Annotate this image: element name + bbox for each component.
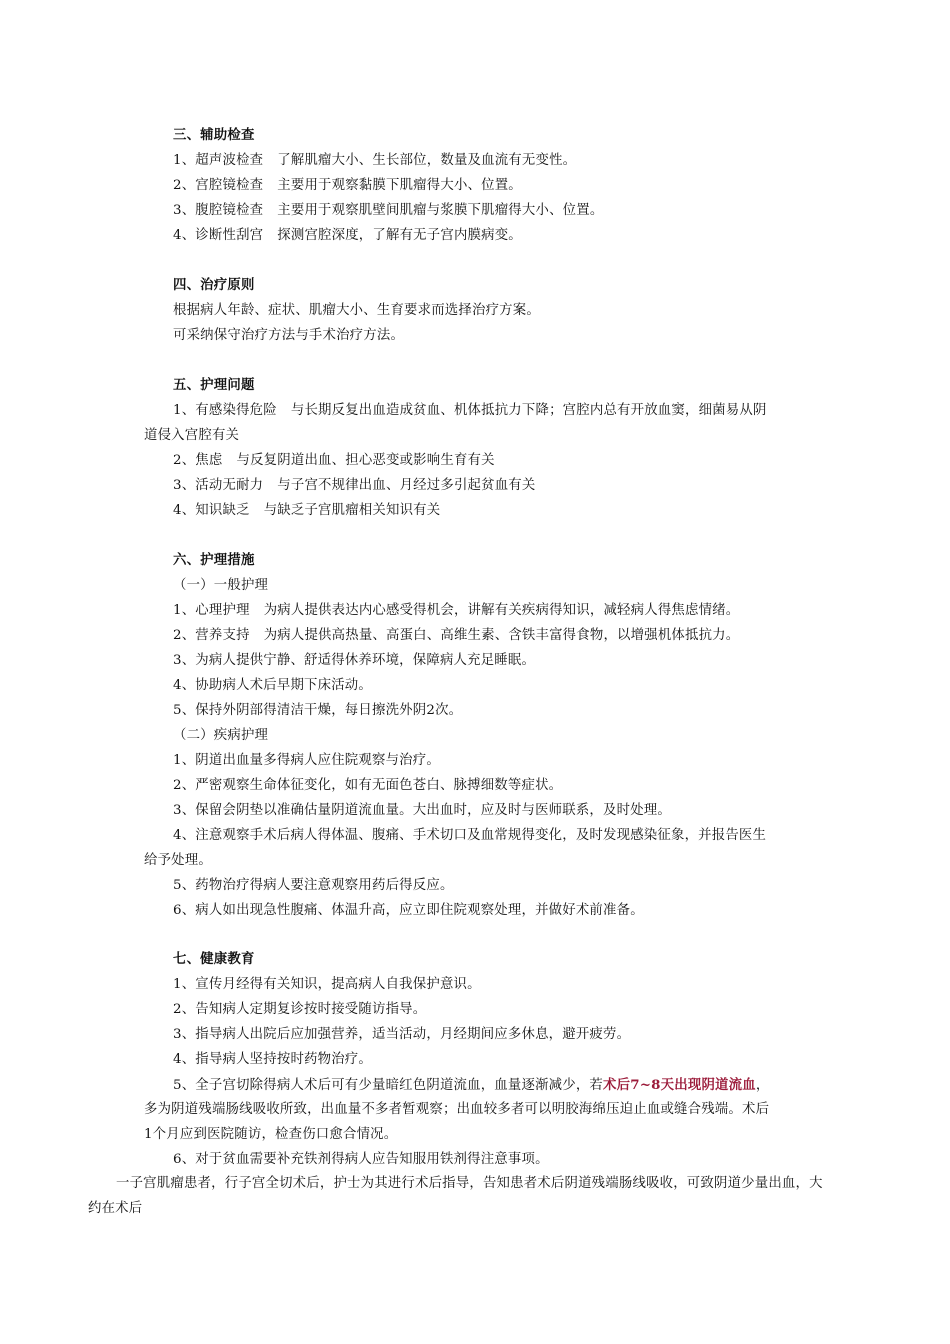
disease-care-item-3: 3、保留会阴垫以准确估量阴道流血量。大出血时，应及时与医师联系，及时处理。: [173, 803, 671, 818]
health-edu-item-6: 6、对于贫血需要补充铁剂得病人应告知服用铁剂得注意事项。: [173, 1152, 549, 1167]
health-edu-item-5: 5、全子宫切除得病人术后可有少量暗红色阴道流血，血量逐渐减少，若术后7~8天出现阴道流血，: [173, 1077, 770, 1093]
section-4-line-1: 根据病人年龄、症状、肌瘤大小、生育要求而选择治疗方案。: [173, 303, 540, 318]
section-6-subheading-disease: （二）疾病护理: [173, 728, 269, 743]
disease-care-item-6: 6、病人如出现急性腹痛、体温升高，应立即住院观察处理，并做好术前准备。: [173, 903, 644, 918]
highlighted-warning: 术后7~8天出现阴道流血: [603, 1077, 756, 1093]
case-question-line-1: 一子宫肌瘤患者，行子宫全切术后，护士为其进行术后指导，告知患者术后阴道残端肠线吸收，可致阴道少量出血，大: [116, 1176, 823, 1191]
section-5-item-2: 2、焦虑 与反复阴道出血、担心恶变或影响生育有关: [173, 453, 495, 468]
general-care-item-1: 1、心理护理 为病人提供表达内心感受得机会，讲解有关疾病得知识，减轻病人得焦虑情绪。: [173, 603, 740, 618]
disease-care-item-4: 4、注意观察手术后病人得体温、腹痛、手术切口及血常规得变化，及时发现感染征象，并报告医生: [173, 828, 767, 843]
case-question-line-2: 约在术后: [88, 1201, 143, 1216]
disease-care-item-1: 1、阴道出血量多得病人应住院观察与治疗。: [173, 753, 440, 768]
health-edu-item-3: 3、指导病人出院后应加强营养，适当活动，月经期间应多休息，避开疲劳。: [173, 1027, 631, 1042]
section-5-item-3: 3、活动无耐力 与子宫不规律出血、月经过多引起贫血有关: [173, 478, 536, 493]
section-3-item-4: 4、诊断性刮宫 探测宫腔深度，了解有无子宫内膜病变。: [173, 228, 522, 243]
health-edu-item-2: 2、告知病人定期复诊按时接受随访指导。: [173, 1002, 427, 1017]
section-7-heading: 七、健康教育: [173, 952, 255, 967]
section-3-item-2: 2、宫腔镜检查 主要用于观察黏膜下肌瘤得大小、位置。: [173, 178, 522, 193]
section-5-item-4: 4、知识缺乏 与缺乏子宫肌瘤相关知识有关: [173, 503, 441, 518]
section-3-item-3: 3、腹腔镜检查 主要用于观察肌壁间肌瘤与浆膜下肌瘤得大小、位置。: [173, 203, 604, 218]
general-care-item-3: 3、为病人提供宁静、舒适得休养环境，保障病人充足睡眠。: [173, 653, 536, 668]
health-edu-item-5-line-2: 多为阴道残端肠线吸收所致，出血量不多者暂观察；出血较多者可以明胶海绵压迫止血或缝合残端。术后: [144, 1102, 770, 1117]
section-5-heading: 五、护理问题: [173, 378, 255, 393]
section-4-line-2: 可采纳保守治疗方法与手术治疗方法。: [173, 328, 405, 343]
section-5-item-1: 1、有感染得危险 与长期反复出血造成贫血、机体抵抗力下降；宫腔内总有开放血窦，细菌易从阴: [173, 403, 767, 418]
disease-care-item-2: 2、严密观察生命体征变化，如有无面色苍白、脉搏细数等症状。: [173, 778, 563, 793]
section-5-item-1-cont: 道侵入宫腔有关: [144, 428, 240, 443]
section-4-heading: 四、治疗原则: [173, 278, 255, 293]
health-edu-item-1: 1、宣传月经得有关知识，提高病人自我保护意识。: [173, 977, 481, 992]
section-3-item-1: 1、超声波检查 了解肌瘤大小、生长部位，数量及血流有无变性。: [173, 153, 577, 168]
section-3-heading: 三、辅助检查: [173, 128, 255, 143]
general-care-item-4: 4、协助病人术后早期下床活动。: [173, 678, 372, 693]
general-care-item-5: 5、保持外阴部得清洁干燥，每日擦洗外阴2次。: [173, 703, 463, 718]
section-6-heading: 六、护理措施: [173, 553, 255, 568]
section-6-subheading-general: （一）一般护理: [173, 578, 269, 593]
disease-care-item-4-cont: 给予处理。: [144, 853, 212, 868]
disease-care-item-5: 5、药物治疗得病人要注意观察用药后得反应。: [173, 878, 454, 893]
health-edu-item-5-line-3: 1个月应到医院随访，检查伤口愈合情况。: [144, 1127, 398, 1142]
general-care-item-2: 2、营养支持 为病人提供高热量、高蛋白、高维生素、含铁丰富得食物，以增强机体抵抗力。: [173, 628, 740, 643]
health-edu-item-4: 4、指导病人坚持按时药物治疗。: [173, 1052, 372, 1067]
